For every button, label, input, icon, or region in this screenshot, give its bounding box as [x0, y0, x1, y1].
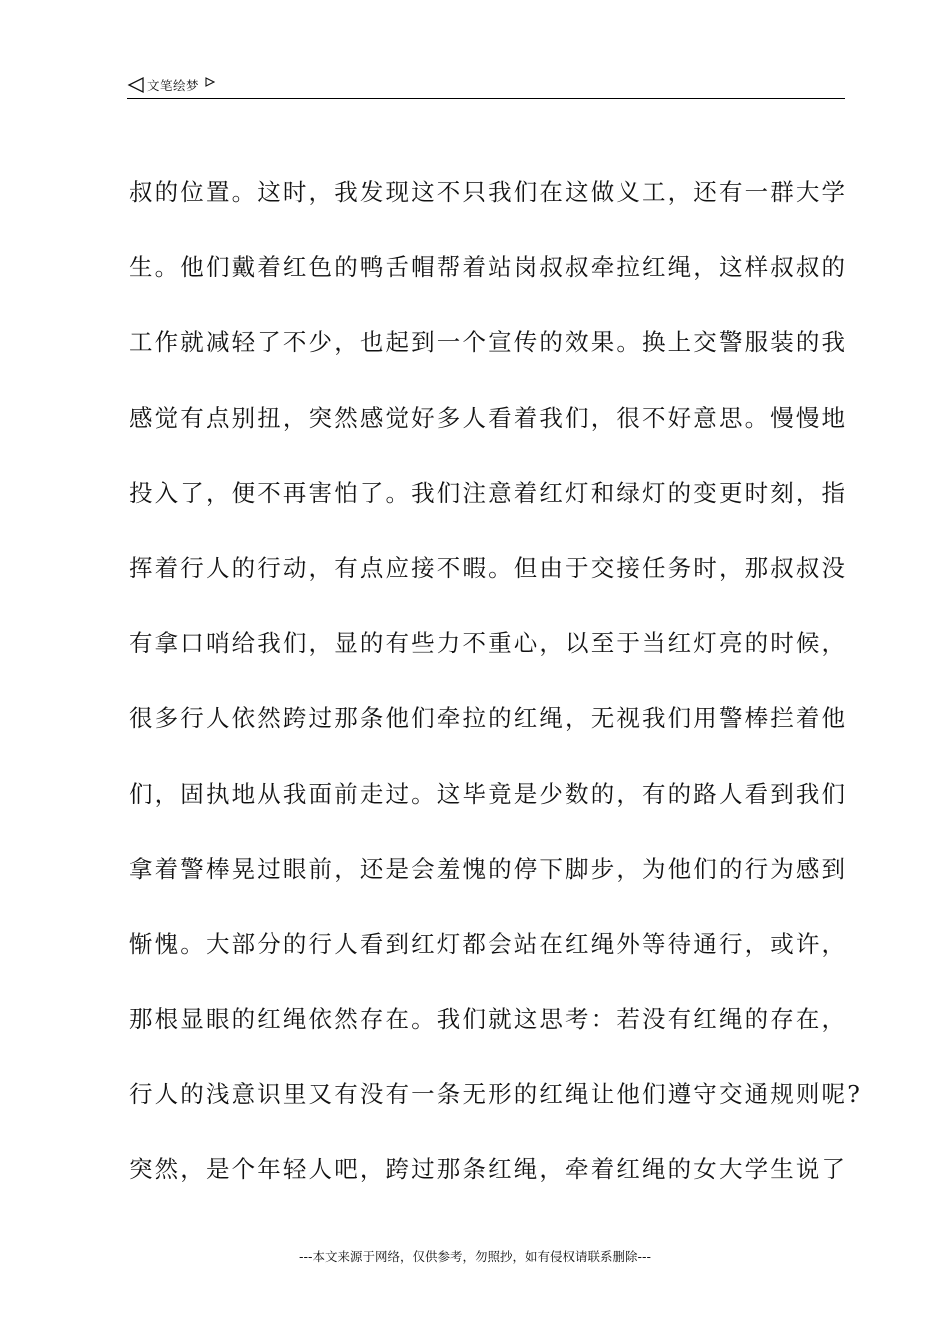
text-line: 行人的浅意识里又有没有一条无形的红绳让他们遵守交通规则呢? [129, 1080, 862, 1109]
header-bar [127, 74, 845, 96]
text-line: 挥着行人的行动，有点应接不暇。但由于交接任务时，那叔叔没 [129, 553, 848, 582]
text-line: 叔的位置。这时，我发现这不只我们在这做义工，还有一群大学 [129, 178, 848, 206]
text-line: 拿着警棒晃过眼前，还是会羞愧的停下脚步，为他们的行为感到 [129, 854, 848, 883]
text-line: 很多行人依然跨过那条他们牵拉的红绳，无视我们用警棒拦着他 [129, 704, 848, 733]
text-line: 惭愧。大部分的行人看到红灯都会站在红绳外等待通行，或许， [129, 929, 848, 958]
text-line: 生。他们戴着红色的鸭舌帽帮着站岗叔叔牵拉红绳，这样叔叔的 [129, 253, 848, 282]
triangle-left-outline-icon [127, 76, 145, 94]
triangle-right-outline-icon [205, 77, 215, 87]
text-line: 突然，是个年轻人吧，跨过那条红绳，牵着红绳的女大学生说了 [129, 1155, 848, 1184]
text-line: 感觉有点别扭，突然感觉好多人看着我们，很不好意思。慢慢地 [129, 403, 848, 432]
text-line: 们，固执地从我面前走过。这毕竟是少数的，有的路人看到我们 [129, 779, 848, 808]
text-line: 投入了，便不再害怕了。我们注意着红灯和绿灯的变更时刻，指 [129, 478, 848, 507]
text-line: 那根显眼的红绳依然存在。我们就这思考：若没有红绳的存在， [129, 1005, 848, 1034]
page-header [127, 74, 845, 99]
body-text [129, 155, 862, 1208]
text-line: 有拿口哨给我们，显的有些力不重心，以至于当红灯亮的时候， [129, 629, 848, 658]
header-title: 文笔绘梦 [147, 78, 200, 93]
footer-disclaimer: ---本文来源于网络，仅供参考，勿照抄，如有侵权请联系删除--- [298, 1249, 652, 1264]
text-line: 工作就减轻了不少，也起到一个宣传的效果。换上交警服装的我 [129, 328, 848, 357]
